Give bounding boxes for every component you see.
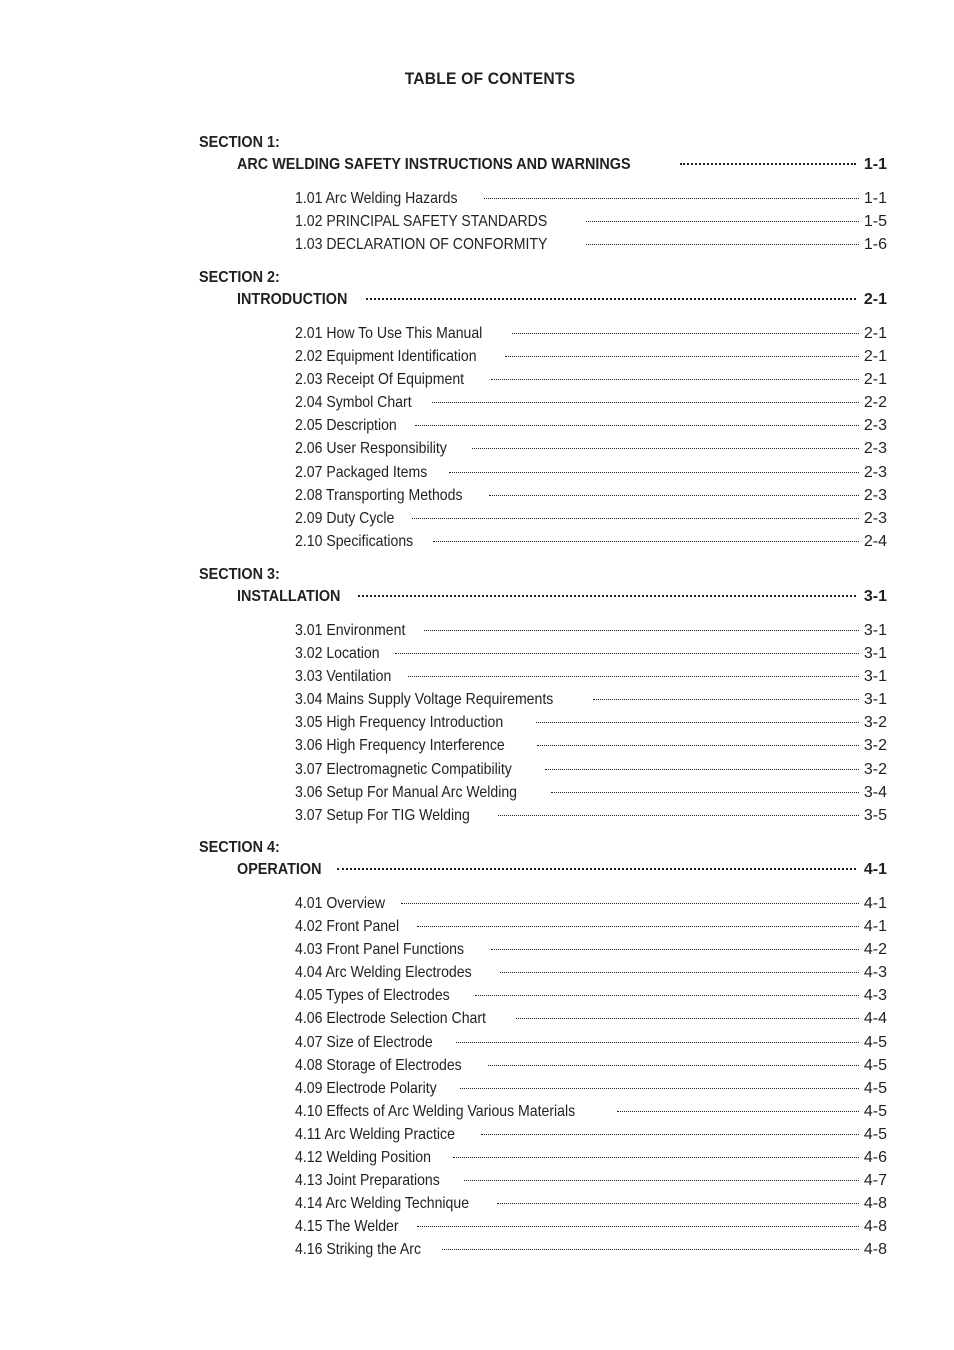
section-label: SECTION 1: <box>199 134 280 151</box>
dot-leader <box>424 630 858 631</box>
dot-leader <box>433 541 859 542</box>
toc-entry[interactable] <box>295 938 887 961</box>
entry-text: 4.13 Joint Preparations <box>295 1172 440 1190</box>
entry-text: 3.04 Mains Supply Voltage Requirements <box>295 691 554 709</box>
dot-leader <box>505 356 859 357</box>
section-2 <box>199 267 887 553</box>
section-page-number: 4-1 <box>863 861 887 878</box>
dot-leader <box>484 198 859 199</box>
toc-entry[interactable] <box>295 1007 887 1030</box>
entry-text: 2.10 Specifications <box>295 532 414 550</box>
toc-entry[interactable] <box>295 507 887 530</box>
section-label: SECTION 4: <box>199 839 280 856</box>
toc-entry[interactable] <box>295 642 887 665</box>
section-page-number: 1-1 <box>863 156 887 173</box>
entry-page-number: 4-7 <box>863 1172 887 1190</box>
entry-page-number: 3-1 <box>863 645 887 663</box>
entry-text: 2.08 Transporting Methods <box>295 486 463 504</box>
toc-entry[interactable] <box>295 187 887 210</box>
entry-text: 3.06 High Frequency Interference <box>295 737 505 755</box>
entry-page-number: 3-1 <box>863 668 887 686</box>
dot-leader <box>456 1042 859 1043</box>
entry-page-number: 1-5 <box>863 213 887 231</box>
dot-leader <box>545 769 859 770</box>
dot-leader <box>536 722 859 723</box>
toc-entry[interactable] <box>295 984 887 1007</box>
entry-text: 4.02 Front Panel <box>295 918 400 936</box>
section-page-number: 2-1 <box>863 291 887 308</box>
entry-text: 3.01 Environment <box>295 622 406 639</box>
entry-text: 2.03 Receipt Of Equipment <box>295 371 465 389</box>
toc-entry[interactable] <box>295 734 887 757</box>
entry-page-number: 1-6 <box>863 236 887 254</box>
section-label: SECTION 2: <box>199 269 280 286</box>
entry-page-number: 4-6 <box>863 1149 887 1167</box>
dot-leader <box>500 972 859 973</box>
toc-entry[interactable] <box>295 322 887 345</box>
dot-leader <box>491 949 859 950</box>
entry-page-number: 4-8 <box>863 1195 887 1213</box>
entry-text: 4.16 Striking the Arc <box>295 1241 422 1259</box>
toc-entry[interactable] <box>295 1169 887 1192</box>
section-heading-link[interactable] <box>237 289 887 311</box>
entry-page-number: 3-2 <box>863 737 887 755</box>
dot-leader <box>489 495 859 496</box>
entry-page-number: 4-4 <box>863 1010 887 1028</box>
toc-entry[interactable] <box>295 1100 887 1123</box>
section-heading-text: ARC WELDING SAFETY INSTRUCTIONS AND WARNINGS <box>237 156 631 173</box>
entry-page-number: 4-8 <box>863 1218 887 1236</box>
section-4 <box>199 837 887 1262</box>
dot-leader <box>516 1018 859 1019</box>
entry-page-number: 2-3 <box>863 486 887 504</box>
toc-entry[interactable] <box>295 1054 887 1077</box>
entry-text: 4.01 Overview <box>295 895 385 912</box>
dot-leader <box>593 699 859 700</box>
dot-leader <box>475 995 859 996</box>
dot-leader <box>586 244 859 245</box>
entry-text: 2.04 Symbol Chart <box>295 394 412 412</box>
dot-leader <box>401 903 859 904</box>
entry-page-number: 2-2 <box>863 394 887 412</box>
entry-page-number: 2-3 <box>863 440 887 458</box>
entry-page-number: 2-3 <box>863 509 887 527</box>
dot-leader <box>412 518 859 519</box>
dot-leader <box>453 1157 858 1158</box>
entry-page-number: 2-4 <box>863 532 887 550</box>
dot-leader <box>442 1249 859 1250</box>
entry-page-number: 2-3 <box>863 463 887 481</box>
dot-leader <box>417 926 859 927</box>
entry-text: 3.03 Ventilation <box>295 668 392 686</box>
entry-text: 2.09 Duty Cycle <box>295 509 395 527</box>
dot-leader <box>415 425 859 426</box>
toc-entry[interactable] <box>295 1238 887 1261</box>
toc-entry[interactable] <box>295 804 887 827</box>
entry-page-number: 2-1 <box>863 371 887 389</box>
entry-page-number: 4-3 <box>863 987 887 1005</box>
dot-leader <box>337 868 856 870</box>
entry-page-number: 4-5 <box>863 1056 887 1074</box>
toc-entry[interactable] <box>295 1077 887 1100</box>
entry-text: 2.01 How To Use This Manual <box>295 325 483 342</box>
entry-text: 4.03 Front Panel Functions <box>295 941 465 959</box>
toc-entry[interactable] <box>295 1031 887 1054</box>
toc-entry[interactable] <box>295 892 887 915</box>
entry-text: 4.09 Electrode Polarity <box>295 1079 437 1097</box>
section-label: SECTION 3: <box>199 566 280 583</box>
entry-list <box>295 892 887 1262</box>
toc-entry[interactable] <box>295 619 887 642</box>
toc-entry[interactable] <box>295 688 887 711</box>
entry-text: 4.07 Size of Electrode <box>295 1033 433 1051</box>
toc-entry[interactable] <box>295 711 887 734</box>
dot-leader <box>498 815 859 816</box>
dot-leader <box>395 653 859 654</box>
toc-entry[interactable] <box>295 368 887 391</box>
entry-text: 4.12 Welding Position <box>295 1149 431 1167</box>
entry-text: 3.02 Location <box>295 645 380 663</box>
toc-entry[interactable] <box>295 530 887 553</box>
entry-list <box>295 187 887 256</box>
toc-entry[interactable] <box>295 233 887 256</box>
toc-entry[interactable] <box>295 437 887 460</box>
entry-page-number: 3-4 <box>863 783 887 801</box>
page-title: TABLE OF CONTENTS <box>404 69 576 88</box>
entry-text: 3.07 Setup For TIG Welding <box>295 806 470 824</box>
section-3 <box>199 564 887 827</box>
toc-entry[interactable] <box>295 665 887 688</box>
entry-text: 2.02 Equipment Identification <box>295 348 477 366</box>
entry-text: 4.14 Arc Welding Technique <box>295 1195 470 1213</box>
dot-leader <box>537 745 859 746</box>
toc-entry[interactable] <box>295 1215 887 1238</box>
dot-leader <box>460 1088 859 1089</box>
section-heading-link[interactable] <box>237 586 887 608</box>
dot-leader <box>491 379 859 380</box>
toc-entry[interactable] <box>295 391 887 414</box>
dot-leader <box>488 1065 858 1066</box>
entry-text: 2.05 Description <box>295 417 397 435</box>
section-1 <box>199 132 887 256</box>
dot-leader <box>586 221 859 222</box>
toc-entry[interactable] <box>295 1123 887 1146</box>
entry-page-number: 2-3 <box>863 417 887 435</box>
entry-page-number: 4-8 <box>863 1241 887 1259</box>
dot-leader <box>366 298 856 300</box>
section-heading-text: OPERATION <box>237 861 322 878</box>
entry-text: 1.03 DECLARATION OF CONFORMITY <box>295 236 548 254</box>
entry-page-number: 4-2 <box>863 941 887 959</box>
entry-page-number: 4-1 <box>863 918 887 936</box>
toc-entry[interactable] <box>295 961 887 984</box>
toc-entry[interactable] <box>295 345 887 368</box>
dot-leader <box>481 1134 859 1135</box>
dot-leader <box>432 402 859 403</box>
dot-leader <box>358 595 856 597</box>
entry-page-number: 4-3 <box>863 964 887 982</box>
toc-entry[interactable] <box>295 758 887 781</box>
entry-page-number: 4-1 <box>863 895 887 912</box>
entry-text: 2.07 Packaged Items <box>295 463 428 481</box>
toc-entry[interactable] <box>295 414 887 437</box>
dot-leader <box>417 1226 859 1227</box>
entry-page-number: 3-1 <box>863 691 887 709</box>
section-heading-link[interactable] <box>237 154 887 176</box>
toc-entry[interactable] <box>295 484 887 507</box>
entry-text: 4.15 The Welder <box>295 1218 399 1236</box>
entry-page-number: 1-1 <box>863 190 887 207</box>
entry-page-number: 3-2 <box>863 714 887 732</box>
section-heading-text: INSTALLATION <box>237 588 341 605</box>
entry-page-number: 4-5 <box>863 1125 887 1143</box>
entry-page-number: 2-1 <box>863 325 887 342</box>
entry-list <box>295 619 887 827</box>
entry-text: 4.04 Arc Welding Electrodes <box>295 964 472 982</box>
entry-page-number: 3-2 <box>863 760 887 778</box>
entry-text: 1.02 PRINCIPAL SAFETY STANDARDS <box>295 213 548 231</box>
toc-entry[interactable] <box>295 781 887 804</box>
entry-text: 3.05 High Frequency Introduction <box>295 714 504 732</box>
entry-page-number: 4-5 <box>863 1079 887 1097</box>
section-page-number: 3-1 <box>863 588 887 605</box>
dot-leader <box>617 1111 859 1112</box>
dot-leader <box>512 333 859 334</box>
toc-entry[interactable] <box>295 461 887 484</box>
dot-leader <box>551 792 859 793</box>
entry-page-number: 2-1 <box>863 348 887 366</box>
entry-page-number: 3-1 <box>863 622 887 639</box>
dot-leader <box>497 1203 859 1204</box>
entry-text: 4.05 Types of Electrodes <box>295 987 450 1005</box>
toc-entry[interactable] <box>295 210 887 233</box>
entry-text: 4.08 Storage of Electrodes <box>295 1056 462 1074</box>
entry-page-number: 3-5 <box>863 806 887 824</box>
dot-leader <box>680 163 856 165</box>
entry-text: 1.01 Arc Welding Hazards <box>295 190 458 207</box>
section-heading-text: INTRODUCTION <box>237 291 348 308</box>
entry-text: 3.06 Setup For Manual Arc Welding <box>295 783 518 801</box>
entry-page-number: 4-5 <box>863 1033 887 1051</box>
toc-entry[interactable] <box>295 915 887 938</box>
dot-leader <box>472 448 859 449</box>
entry-text: 4.06 Electrode Selection Chart <box>295 1010 486 1028</box>
entry-page-number: 4-5 <box>863 1102 887 1120</box>
entry-text: 4.11 Arc Welding Practice <box>295 1125 455 1143</box>
entry-text: 2.06 User Responsibility <box>295 440 447 458</box>
toc-entry[interactable] <box>295 1146 887 1169</box>
dot-leader <box>449 472 859 473</box>
entry-text: 3.07 Electromagnetic Compatibility <box>295 760 512 778</box>
toc-entry[interactable] <box>295 1192 887 1215</box>
entry-list <box>295 322 887 553</box>
dot-leader <box>464 1180 859 1181</box>
dot-leader <box>408 676 858 677</box>
entry-text: 4.10 Effects of Arc Welding Various Materials <box>295 1102 576 1120</box>
section-heading-link[interactable] <box>237 859 887 881</box>
